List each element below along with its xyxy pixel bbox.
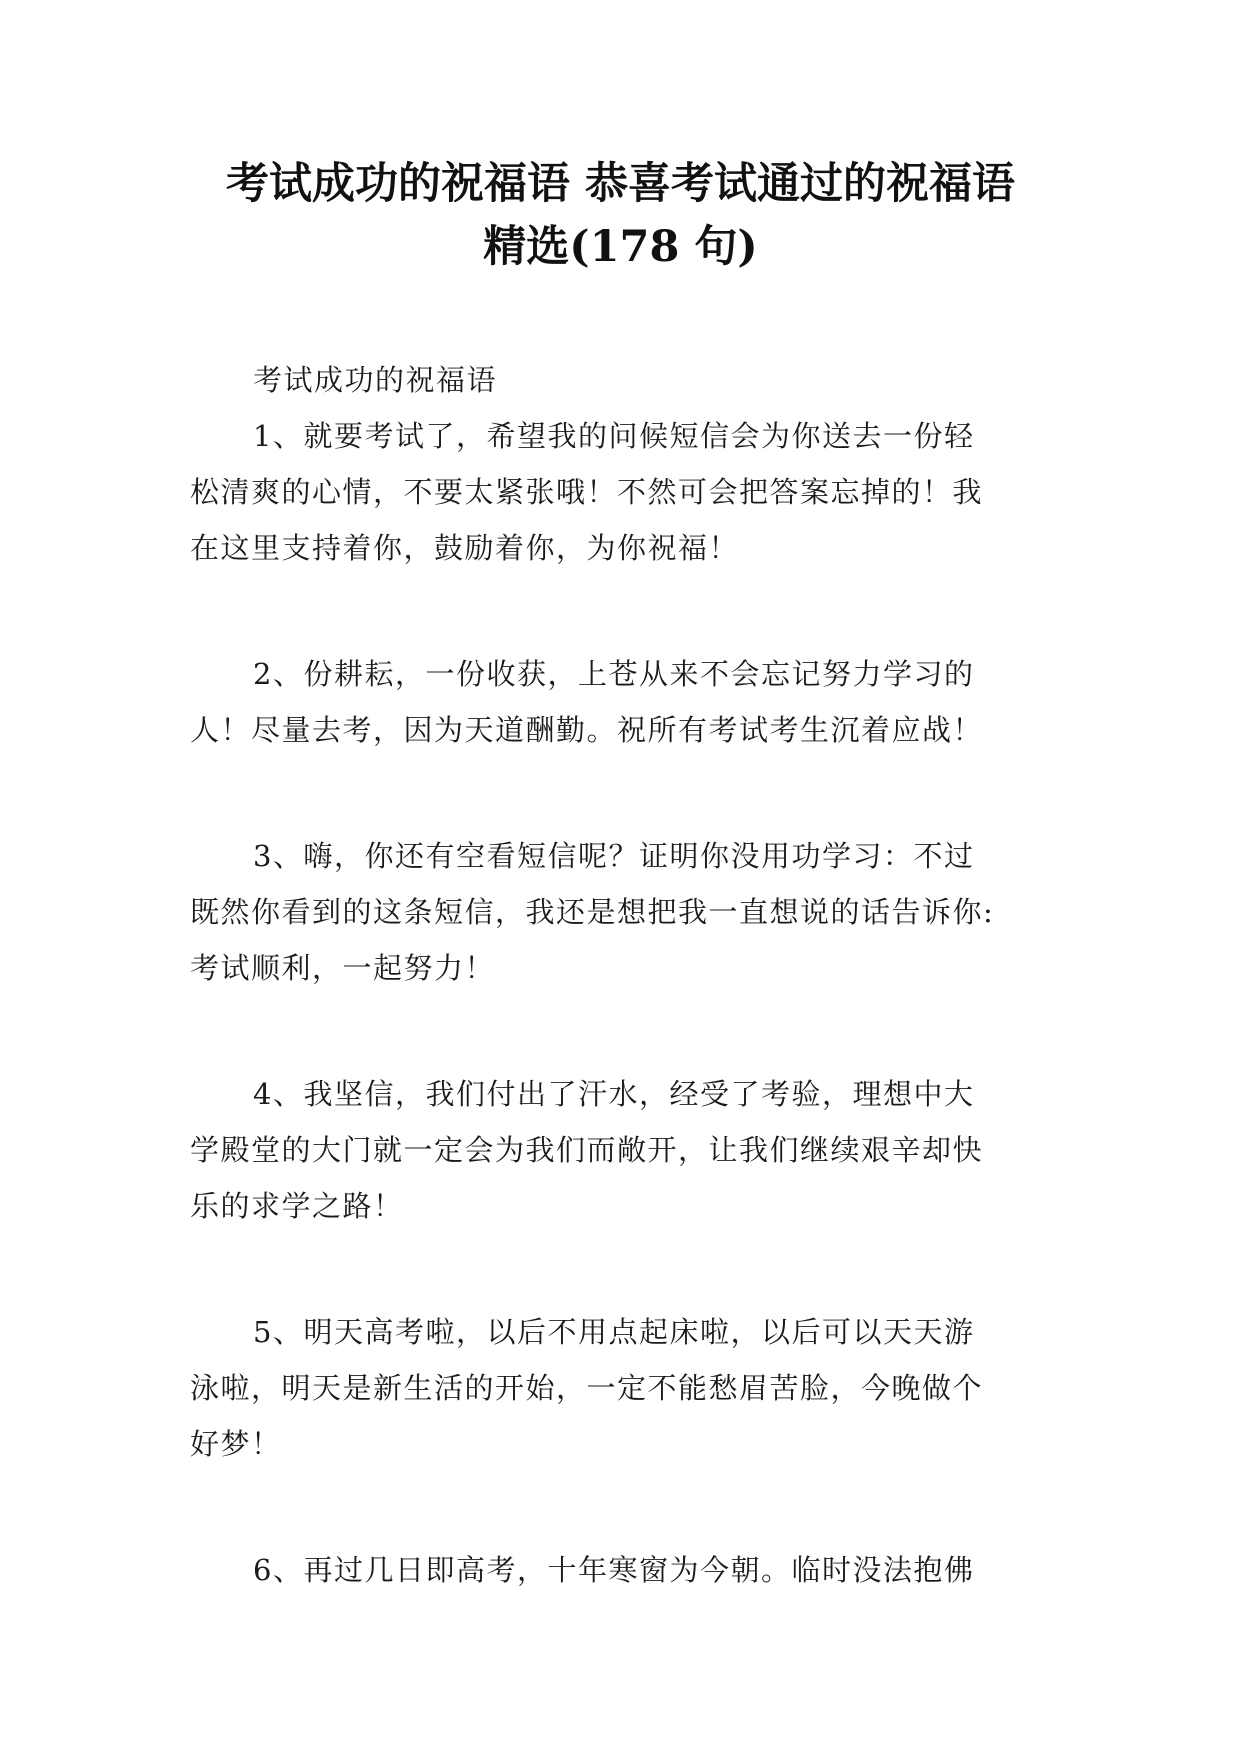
paragraph-line: 4、我坚信，我们付出了汗水，经受了考验，理想中大 — [253, 1077, 975, 1111]
paragraph-line: 好梦！ — [190, 1427, 282, 1461]
document-body — [190, 352, 1050, 1598]
paragraph-line: 5、明天高考啦，以后不用点起床啦，以后可以天天游 — [253, 1315, 975, 1349]
document-title-line-2: 精选(178 句) — [483, 222, 758, 272]
paragraph-line: 学殿堂的大门就一定会为我们而敞开，让我们继续艰辛却快 — [190, 1133, 984, 1167]
section-heading: 考试成功的祝福语 — [253, 363, 498, 397]
paragraph-line: 松清爽的心情，不要太紧张哦！不然可会把答案忘掉的！我 — [190, 475, 984, 509]
paragraph-6 — [190, 1542, 1050, 1598]
document-title-line-1: 考试成功的祝福语 恭喜考试通过的祝福语 — [226, 159, 1015, 209]
paragraph-line: 1、就要考试了，希望我的问候短信会为你送去一份轻 — [253, 419, 975, 453]
paragraph-spacer — [190, 1234, 1050, 1304]
paragraph-line: 在这里支持着你，鼓励着你，为你祝福！ — [190, 531, 740, 565]
paragraph-line: 人！尽量去考，因为天道酬勤。祝所有考试考生沉着应战！ — [190, 713, 984, 747]
paragraph-2 — [190, 646, 1050, 758]
paragraph-spacer — [190, 758, 1050, 828]
paragraph-line: 6、再过几日即高考，十年寒窗为今朝。临时没法抱佛 — [253, 1553, 975, 1587]
paragraph-spacer — [190, 576, 1050, 646]
paragraph-5 — [190, 1304, 1050, 1472]
paragraph-3 — [190, 828, 1050, 996]
paragraph-spacer — [190, 1472, 1050, 1542]
paragraph-spacer — [190, 996, 1050, 1066]
paragraph-4 — [190, 1066, 1050, 1234]
paragraph-line: 乐的求学之路！ — [190, 1189, 404, 1223]
paragraph-line: 3、嗨，你还有空看短信呢？证明你没用功学习：不过 — [253, 839, 975, 873]
paragraph-line: 2、份耕耘，一份收获，上苍从来不会忘记努力学习的 — [253, 657, 975, 691]
paragraph-line: 考试顺利，一起努力！ — [190, 951, 496, 985]
paragraph-1 — [190, 408, 1050, 576]
paragraph-line: 既然你看到的这条短信，我还是想把我一直想说的话告诉你: — [190, 895, 995, 929]
paragraph-line: 泳啦，明天是新生活的开始，一定不能愁眉苦脸，今晚做个 — [190, 1371, 984, 1405]
